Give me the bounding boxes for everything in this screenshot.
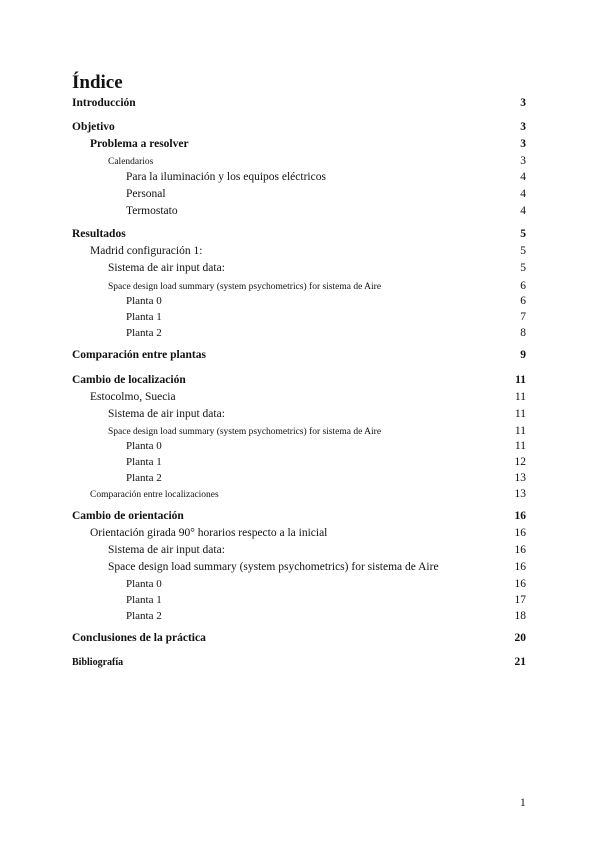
- toc-entry[interactable]: [108, 155, 526, 167]
- toc-label: Planta 2: [126, 472, 162, 484]
- toc-page: 20: [514, 632, 526, 644]
- toc-label: Estocolmo, Suecia: [90, 391, 176, 403]
- toc-label: Cambio de orientación: [72, 510, 184, 522]
- toc-entry[interactable]: [126, 472, 526, 484]
- toc-label: Space design load summary (system psychometrics) for sistema de Aire: [108, 282, 382, 292]
- toc-label: Sistema de air input data:: [108, 408, 225, 420]
- toc-entry[interactable]: [126, 610, 526, 622]
- toc-page: 11: [514, 408, 526, 420]
- toc-page: 16: [514, 544, 526, 556]
- toc-page: 4: [520, 171, 526, 183]
- toc-label: Planta 1: [126, 594, 162, 606]
- toc-page: 4: [520, 188, 526, 200]
- toc-label: Objetivo: [72, 121, 115, 133]
- toc-page: 11: [515, 374, 526, 386]
- toc-entry[interactable]: [108, 262, 526, 274]
- toc-page: 21: [514, 656, 526, 668]
- toc-entry[interactable]: [108, 425, 526, 437]
- toc-page: 13: [514, 488, 526, 500]
- toc-label: Planta 0: [126, 295, 162, 307]
- toc-entry[interactable]: [90, 391, 526, 403]
- toc-entry[interactable]: [90, 527, 526, 539]
- toc-label: Space design load summary (system psychometrics) for sistema de Aire: [108, 561, 439, 573]
- toc-label: Personal: [126, 188, 166, 200]
- toc-page: 5: [520, 228, 526, 240]
- toc-label: Planta 1: [126, 456, 162, 468]
- page-title: Índice: [72, 72, 123, 93]
- toc-label: Orientación girada 90° horarios respecto a la inicial: [90, 527, 328, 539]
- toc-label: Termostato: [126, 205, 178, 217]
- toc-page: 6: [520, 280, 526, 292]
- toc-label: Planta 0: [126, 578, 162, 590]
- toc-label: Space design load summary (system psychometrics) for sistema de Aire: [108, 427, 382, 437]
- toc-label: Resultados: [72, 228, 126, 240]
- toc-entry[interactable]: [72, 510, 526, 522]
- toc-page: 13: [514, 472, 526, 484]
- toc-page: 7: [520, 311, 526, 323]
- toc-entry[interactable]: [72, 121, 526, 133]
- toc-page: 4: [520, 205, 526, 217]
- toc-label: Planta 1: [126, 311, 162, 323]
- toc-entry[interactable]: [72, 349, 526, 361]
- toc-page: 3: [520, 97, 526, 109]
- toc-page: 12: [514, 456, 526, 468]
- toc-entry[interactable]: [90, 138, 526, 150]
- toc-entry[interactable]: [126, 594, 526, 606]
- toc-label: Planta 2: [126, 610, 162, 622]
- toc-label: Sistema de air input data:: [108, 544, 225, 556]
- toc-entry[interactable]: [72, 656, 526, 668]
- toc-label: Cambio de localización: [72, 374, 186, 386]
- toc-page: 11: [514, 440, 526, 452]
- toc-entry[interactable]: [126, 171, 526, 183]
- toc-page: 6: [520, 295, 526, 307]
- toc-page: 16: [514, 510, 526, 522]
- toc-entry[interactable]: [126, 327, 526, 339]
- toc-entry[interactable]: [108, 408, 526, 420]
- toc-page: 11: [514, 391, 526, 403]
- toc-entry[interactable]: [108, 280, 526, 292]
- toc-entry[interactable]: [108, 544, 526, 556]
- toc-page: 11: [514, 425, 526, 437]
- toc-entry[interactable]: [72, 97, 526, 109]
- toc-entry[interactable]: [90, 245, 526, 257]
- toc-entry[interactable]: [72, 228, 526, 240]
- toc-label: Comparación entre localizaciones: [90, 490, 219, 500]
- toc-entry[interactable]: [126, 311, 526, 323]
- toc-entry[interactable]: [126, 440, 526, 452]
- toc-label: Introducción: [72, 97, 136, 109]
- toc-entry[interactable]: [126, 456, 526, 468]
- toc-label: Planta 0: [126, 440, 162, 452]
- toc-label: Conclusiones de la práctica: [72, 632, 206, 644]
- toc-page: 18: [514, 610, 526, 622]
- toc-label: Planta 2: [126, 327, 162, 339]
- toc-label: Calendarios: [108, 157, 154, 167]
- toc-entry[interactable]: [108, 561, 526, 573]
- toc-entry[interactable]: [126, 295, 526, 307]
- toc-label: Problema a resolver: [90, 138, 189, 150]
- toc-entry[interactable]: [126, 188, 526, 200]
- toc-label: Madrid configuración 1:: [90, 245, 203, 257]
- toc-page: 16: [514, 527, 526, 539]
- page-number: 1: [520, 797, 526, 809]
- toc-label: Comparación entre plantas: [72, 349, 206, 361]
- toc-entry[interactable]: [72, 374, 526, 386]
- toc-label: Sistema de air input data:: [108, 262, 225, 274]
- toc-entry[interactable]: [126, 578, 526, 590]
- toc-page: 8: [520, 327, 526, 339]
- toc-page: 9: [520, 349, 526, 361]
- toc-page: 3: [520, 155, 526, 167]
- toc-page: 5: [520, 245, 526, 257]
- toc-page: 16: [514, 561, 526, 573]
- toc-page: 3: [520, 121, 526, 133]
- toc-page: 3: [520, 138, 526, 150]
- toc-page: 5: [520, 262, 526, 274]
- toc-label: Bibliografía: [72, 657, 124, 668]
- toc-entry[interactable]: [90, 488, 526, 500]
- toc-page: 17: [514, 594, 526, 606]
- toc-page: 16: [514, 578, 526, 590]
- toc-entry[interactable]: [126, 205, 526, 217]
- toc-label: Para la iluminación y los equipos eléctricos: [126, 171, 326, 183]
- toc-entry[interactable]: [72, 632, 526, 644]
